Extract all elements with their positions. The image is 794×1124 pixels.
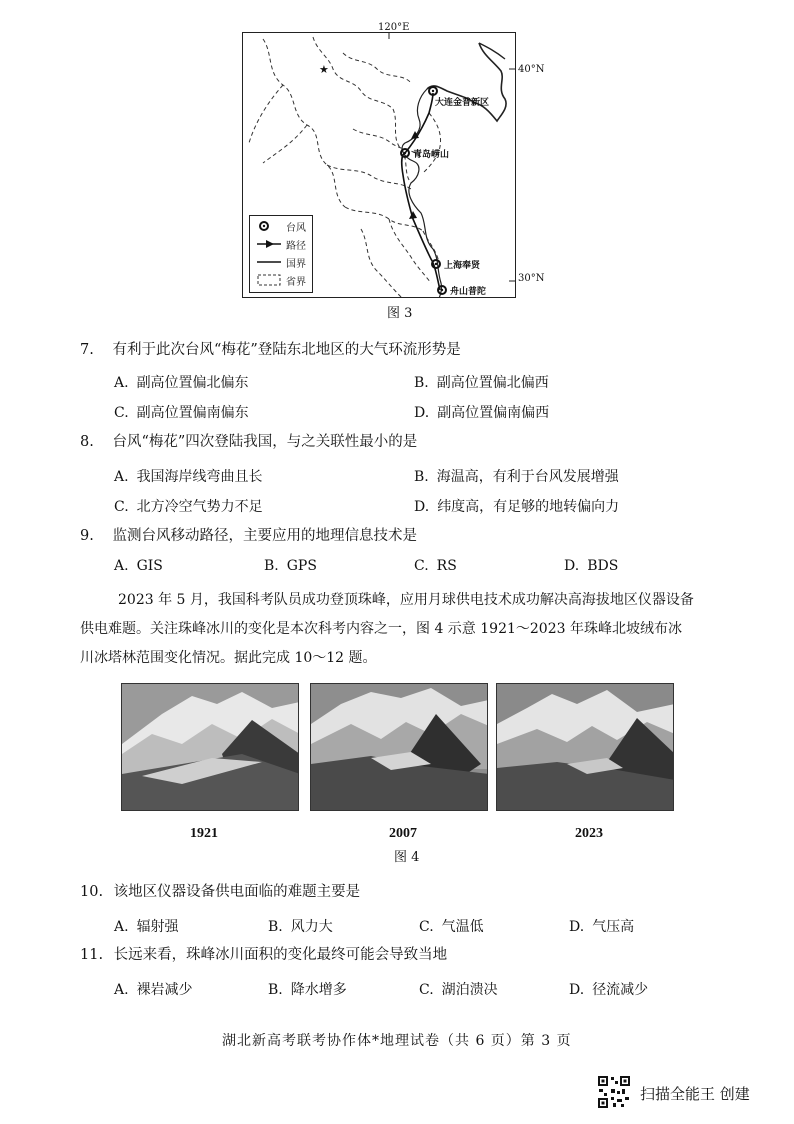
question-text: 台风“梅花”四次登陆我国，与之关联性最小的是 — [112, 434, 418, 450]
q7-option-a[interactable] — [114, 372, 249, 392]
option-text: 气压高 — [592, 919, 635, 935]
option-text: 副高位置偏北偏西 — [436, 375, 549, 391]
legend-national — [254, 255, 312, 269]
option-text: 降水增多 — [290, 982, 347, 998]
option-letter: D. — [569, 982, 585, 998]
question-8 — [80, 432, 417, 452]
q11-option-a[interactable] — [114, 979, 193, 999]
option-text: 副高位置偏北偏东 — [136, 375, 249, 391]
q10-option-a[interactable] — [114, 916, 179, 936]
photo-year-1921: 1921 — [190, 826, 218, 841]
figure-3-caption: 图 3 — [387, 306, 413, 321]
national-border-icon — [256, 256, 282, 268]
place-qingdao: 青岛崂山 — [413, 150, 450, 160]
question-number: 7. — [80, 342, 94, 358]
legend-path — [254, 237, 312, 251]
option-text: 海温高，有利于台风发展增强 — [436, 469, 619, 485]
option-text: 湖泊溃决 — [441, 982, 498, 998]
option-letter: A. — [114, 982, 129, 998]
legend-label: 台风 — [286, 223, 306, 234]
q10-option-c[interactable] — [419, 916, 484, 936]
option-letter: D. — [564, 558, 580, 574]
scanner-watermark: 扫描全能王 创建 — [640, 1085, 750, 1103]
q11-option-d[interactable] — [569, 979, 648, 999]
q7-option-b[interactable] — [414, 372, 549, 392]
question-number: 11. — [80, 947, 104, 963]
capital-star-icon: ★ — [319, 63, 329, 76]
legend-typhoon — [254, 219, 312, 233]
option-letter: A. — [114, 558, 129, 574]
qr-code-icon — [597, 1075, 631, 1109]
option-text: GPS — [286, 558, 317, 574]
option-text: 裸岩减少 — [136, 982, 193, 998]
question-10 — [80, 882, 360, 902]
q9-option-d[interactable] — [564, 558, 618, 574]
option-text: 气温低 — [441, 919, 484, 935]
q8-option-c[interactable] — [114, 496, 263, 516]
question-number: 10. — [80, 884, 104, 900]
option-text: 副高位置偏南偏西 — [437, 405, 550, 421]
option-letter: B. — [414, 375, 429, 391]
question-7 — [80, 340, 461, 360]
photo-year-2023: 2023 — [575, 826, 603, 841]
option-letter: D. — [569, 919, 585, 935]
option-letter: D. — [414, 499, 430, 515]
option-letter: C. — [414, 558, 429, 574]
question-text: 长远来看，珠峰冰川面积的变化最终可能会导致当地 — [113, 947, 448, 963]
question-text: 该地区仪器设备供电面临的难题主要是 — [113, 884, 361, 900]
glacier-photo-2023 — [496, 683, 674, 811]
q7-option-d[interactable] — [414, 402, 549, 422]
passage-line-3: 川冰塔林范围变化情况。据此完成 10～12 题。 — [80, 650, 377, 666]
place-shanghai: 上海奉贤 — [444, 261, 481, 271]
option-letter: C. — [114, 499, 129, 515]
option-letter: A. — [114, 375, 129, 391]
latitude-label-30: 30°N — [518, 273, 545, 284]
typhoon-icon — [256, 220, 282, 232]
photo-year-2007: 2007 — [389, 826, 417, 841]
figure-4-caption: 图 4 — [394, 850, 420, 865]
option-text: GIS — [136, 558, 163, 574]
question-text: 有利于此次台风“梅花”登陆东北地区的大气环流形势是 — [112, 342, 461, 358]
path-arrow-icon — [409, 211, 417, 219]
q10-option-b[interactable] — [268, 916, 333, 936]
option-letter: A. — [114, 469, 129, 485]
question-text: 监测台风移动路径，主要应用的地理信息技术是 — [112, 528, 417, 544]
option-letter: B. — [414, 469, 429, 485]
option-letter: B. — [268, 982, 283, 998]
question-number: 9. — [80, 528, 94, 544]
coastline — [402, 89, 441, 298]
question-9 — [80, 526, 417, 546]
legend-label: 路径 — [286, 241, 306, 252]
question-11 — [80, 945, 447, 965]
q10-option-d[interactable] — [569, 916, 634, 936]
map-legend — [249, 215, 313, 293]
q7-option-c[interactable] — [114, 402, 249, 422]
legend-provincial — [254, 273, 312, 287]
option-text: 我国海岸线弯曲且长 — [136, 469, 263, 485]
latitude-label-40: 40°N — [518, 64, 545, 75]
option-text: 北方冷空气势力不足 — [136, 499, 263, 515]
q11-option-c[interactable] — [419, 979, 498, 999]
passage-line-1: 2023 年 5 月，我国科考队员成功登顶珠峰，应用月球供电技术成功解决高海拔地区仪器设备 — [118, 592, 694, 608]
legend-label: 国界 — [286, 259, 306, 270]
place-dalian: 大连金普新区 — [435, 98, 490, 108]
question-number: 8. — [80, 434, 94, 450]
typhoon-track-map — [242, 32, 516, 298]
national-border — [427, 43, 506, 121]
glacier-photo-1921 — [121, 683, 299, 811]
option-letter: C. — [419, 919, 434, 935]
page-footer: 湖北新高考联考协作体*地理试卷（共 6 页）第 3 页 — [222, 1033, 572, 1049]
passage-line-2: 供电难题。关注珠峰冰川的变化是本次科考内容之一，图 4 示意 1921～2023 年珠峰北坡绒布冰 — [80, 621, 682, 637]
q9-option-a[interactable] — [114, 558, 163, 574]
option-letter: C. — [114, 405, 129, 421]
glacier-photo-2007 — [310, 683, 488, 811]
q11-option-b[interactable] — [268, 979, 347, 999]
longitude-label: 120°E — [378, 22, 410, 33]
option-letter: B. — [264, 558, 279, 574]
option-text: 辐射强 — [136, 919, 179, 935]
option-text: 副高位置偏南偏东 — [136, 405, 249, 421]
q9-option-c[interactable] — [414, 558, 457, 574]
option-text: 径流减少 — [592, 982, 649, 998]
option-letter: B. — [268, 919, 283, 935]
option-letter: D. — [414, 405, 430, 421]
path-arrow-icon — [256, 238, 282, 250]
q9-option-b[interactable] — [264, 558, 317, 574]
q8-option-b[interactable] — [414, 466, 619, 486]
q8-option-d[interactable] — [414, 496, 619, 516]
option-text: BDS — [587, 558, 619, 574]
option-letter: A. — [114, 919, 129, 935]
option-text: 风力大 — [290, 919, 333, 935]
q8-option-a[interactable] — [114, 466, 263, 486]
option-text: 纬度高，有足够的地转偏向力 — [437, 499, 620, 515]
option-letter: C. — [419, 982, 434, 998]
provincial-border-icon — [256, 273, 282, 287]
option-text: RS — [436, 558, 457, 574]
place-zhoushan: 舟山普陀 — [450, 287, 487, 297]
legend-label: 省界 — [286, 277, 306, 288]
